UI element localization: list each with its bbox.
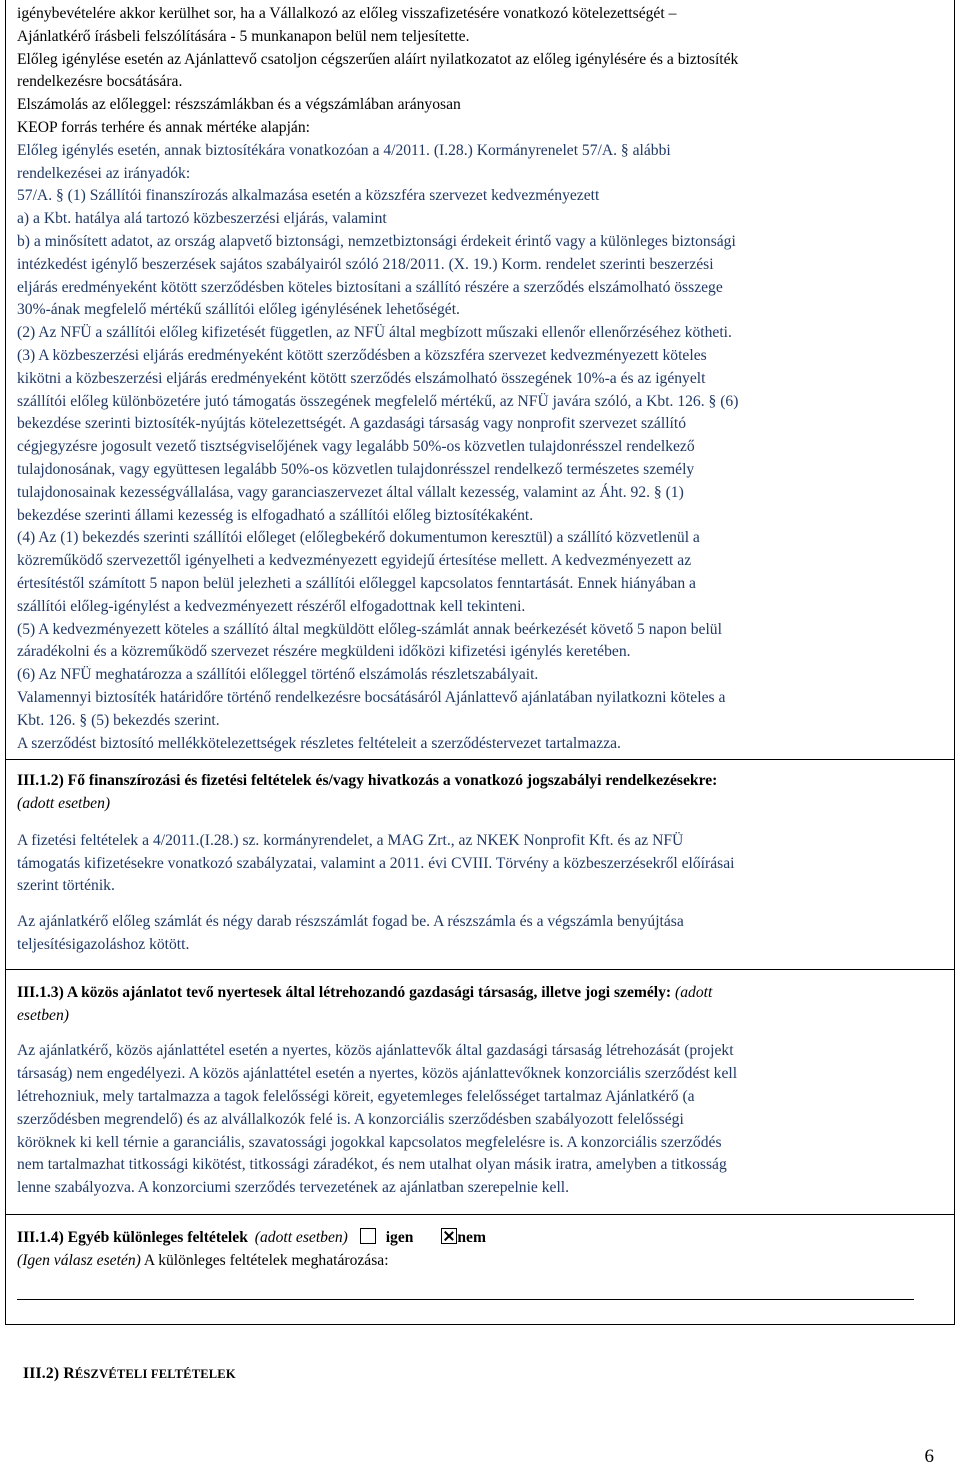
text-line: lenne szabályozva. A konzorciumi szerződés tervezetének az ajánlatban szerepelnie kell. [17,1179,570,1197]
section-heading-note: esetben) [17,1006,69,1024]
text-line: (3) A közbeszerzési eljárás eredményeként kötött szerződésben a közszféra szervezet kedvezményezett köteles [17,346,707,364]
text-line: (4) Az (1) bekezdés szerinti szállítói előleget (előlegbekérő dokumentumon keresztül) a szállító közvetlenül a [17,529,700,547]
text-line: bekezdése szerinti biztosíték-nyújtás kötelezettségét. A gazdasági társaság vagy nonprofit szervezet szállító [17,415,686,433]
text-line: Az ajánlatkérő előleg számlát és négy darab részszámlát fogad be. A részszámla és a végszámla benyújtása [17,913,684,931]
section-heading-note: (adott esetben) [17,795,111,813]
section-heading: III.1.2) Fő finanszírozási és fizetési feltételek és/vagy hivatkozás a vonatkozó jogszabályi rendelkezésekre: [17,772,718,790]
text-line: közreműködő szervezettől igényelheti a kedvezményezett egyidejű értesítése mellett. A kedvezményezett az [17,552,692,570]
yes-label: igen [385,1229,414,1247]
text-line: eljárás eredményeként kötött szerződésben köteles biztosítani a szállító részére a szerződés elszámolható összege [17,278,723,296]
text-line: nem tartalmazhat titkossági kikötést, titkossági záradékot, és nem utalhat olyan másik iratra, amelyben a titkosság [17,1156,727,1174]
text-line: intézkedést igénylő beszerzések sajátos szabályairól szóló 218/2011. (X. 19.) Korm. rendelet szerinti beszerzési [17,255,714,273]
yes-checkbox[interactable] [360,1228,376,1244]
text-line: (5) A kedvezményezett köteles a szállító által megküldött előleg-számlát annak beérkezését követő 5 napon belül [17,620,722,638]
page-number: 6 [924,1446,934,1467]
text-line: rendelkezésre bocsátására. [17,73,183,91]
text-line: A fizetési feltételek a 4/2011.(I.28.) sz. kormányrendelet, a MAG Zrt., az NKEK Nonprofit Kft. és az NFÜ [17,831,684,849]
section-iii-1-2 [6,760,954,970]
text-line: Az ajánlatkérő, közös ajánlattétel esetén a nyertes, közös ajánlattevők által gazdasági társaság létrehozását (projekt [17,1042,734,1060]
text-line: b) a minősített adatot, az ország alapvető biztonsági, nemzetbiztonsági érdekeit érintő vagy a különleges biztonsági [17,232,736,250]
text-line: támogatás kifizetésekre vonatkozó szabályzatai, valamint a 2011. évi CVIII. Törvény a közbeszerzésekről előírásai [17,854,735,872]
text-line: teljesítésigazoláshoz kötött. [17,936,190,954]
text-line: szállítói előleg-igénylést a kedvezményezett részéről elfogadottnak kell tekinteni. [17,597,526,615]
advance-payment-section [6,0,954,760]
text-line: Kbt. 126. § (5) bekezdés szerint. [17,711,220,729]
text-line: a) a Kbt. hatálya alá tartozó közbeszerzési eljárás, valamint [17,210,387,228]
text-line: (2) Az NFÜ a szállítói előleg kifizetését független, az NFÜ által megbízott műszaki ellenőr ellenőrzéséhez kötheti. [17,324,732,342]
section-heading: III.1.4) Egyéb különleges feltételek [17,1229,248,1247]
text-line: szerződésben megrendelő) és az alvállalkozók felé is. A konzorciális szerződésben szabályozott felelősségi [17,1110,684,1128]
document-frame [5,0,955,1325]
text-line: Elszámolás az előleggel: részszámlákban és a végszámlában arányosan [17,96,461,114]
text-line: értesítéstől számított 5 napon belül jelezheti a szállítói előleggel kapcsolatos fenntartását. Ennek hiányában a [17,574,696,592]
text-line: létrehozniuk, mely tartalmazza a tagok felelősségi köreit, egyetemleges felelősséget tartalmaz Ajánlatkérő (a [17,1088,695,1106]
text-line: bekezdése szerinti állami kezesség is elfogadható a szállítói előleg biztosítékaként. [17,506,534,524]
text-line: Valamennyi biztosíték határidőre történő rendelkezésre bocsátásáról Ajánlattevő ajánlatában nyilatkozni köteles a [17,688,726,706]
text-line: rendelkezései az irányadók: [17,164,191,182]
text-line: Ajánlatkérő írásbeli felszólítására - 5 munkanapon belül nem teljesítette. [17,27,470,45]
next-section-title: III.2) RÉSZVÉTELI FELTÉTELEK [23,1365,236,1382]
text-line: cégjegyzésre jogosult vezető tisztségviselőjének vagy legalább 50%-os közvetlen tulajdonrésszel rendelkező [17,438,695,456]
text-line: A szerződést biztosító mellékkötelezettségek részletes feltételeit a szerződéstervezet tartalmazza. [17,734,621,752]
text-line: Előleg igénylés esetén, annak biztosítékára vonatkozóan a 4/2011. (I.28.) Kormányrenelet 57/A. § alábbi [17,141,671,159]
text-line: igénybevételére akkor kerülhet sor, ha a Vállalkozó az előleg visszafizetésére vonatkozó kötelezettségét – [17,5,677,22]
answer-line[interactable] [17,1299,914,1300]
section-heading-note: (adott [675,983,713,1001]
section-iii-1-3 [6,970,954,1215]
text-line: Előleg igénylése esetén az Ajánlattevő csatoljon cégszerűen aláírt nyilatkozatot az előleg igénylésére és a biztosíték [17,50,739,68]
text-line: kikötni a közbeszerzési eljárás eredményeként kötött szerződés elszámolható összegének 10%-a és az igényelt [17,369,706,387]
section-heading-note: (adott esetben) [254,1229,348,1247]
no-checkbox[interactable] [441,1228,457,1244]
subline-note: (Igen válasz esetén) [17,1251,141,1269]
text-line: tulajdonosainak kezességvállalása, vagy garanciaszervezet által vállalt kezesség, valamint az Áht. 92. § (1) [17,483,684,501]
text-line: 30%-ának megfelelő mértékű szállítói előleg igénylésének lehetőségét. [17,301,460,319]
text-line: záradékolni és a közreműködő szervezet részére megküldeni időközi kifizetési igénylés keretében. [17,643,631,661]
text-line: tulajdonosának, vagy együttesen legalább 50%-os közvetlen tulajdonrésszel rendelkező természetes személy [17,460,695,478]
no-label: nem [457,1229,486,1247]
text-line: szállítói előleg különbözetére jutó támogatás összegének megfelelő mértékű, az NFÜ javára szóló, a Kbt. 126. § (6) [17,392,739,410]
text-line: (6) Az NFÜ meghatározza a szállítói előleggel történő elszámolás részletszabályait. [17,666,539,684]
section-heading: III.1.3) A közös ajánlatot tevő nyertesek által létrehozandó gazdasági társaság, illetve jogi személy: [17,983,672,1001]
text-line: köröknek ki kell térnie a garanciális, szavatossági jogokkal kapcsolatos megfelelésre is. A konzorciális szerződés [17,1133,722,1151]
text-line: szerint történik. [17,877,115,895]
section-iii-1-4 [6,1215,954,1325]
subline-text: A különleges feltételek meghatározása: [143,1251,389,1269]
text-line: 57/A. § (1) Szállítói finanszírozás alkalmazása esetén a közszféra szervezet kedvezményezett [17,187,600,205]
text-line: KEOP forrás terhére és annak mértéke alapján: [17,118,310,136]
text-line: társaság) nem engedélyezi. A közös ajánlattétel esetén a nyertes, közös ajánlattevőknek konzorciális szerződést kell [17,1065,738,1083]
